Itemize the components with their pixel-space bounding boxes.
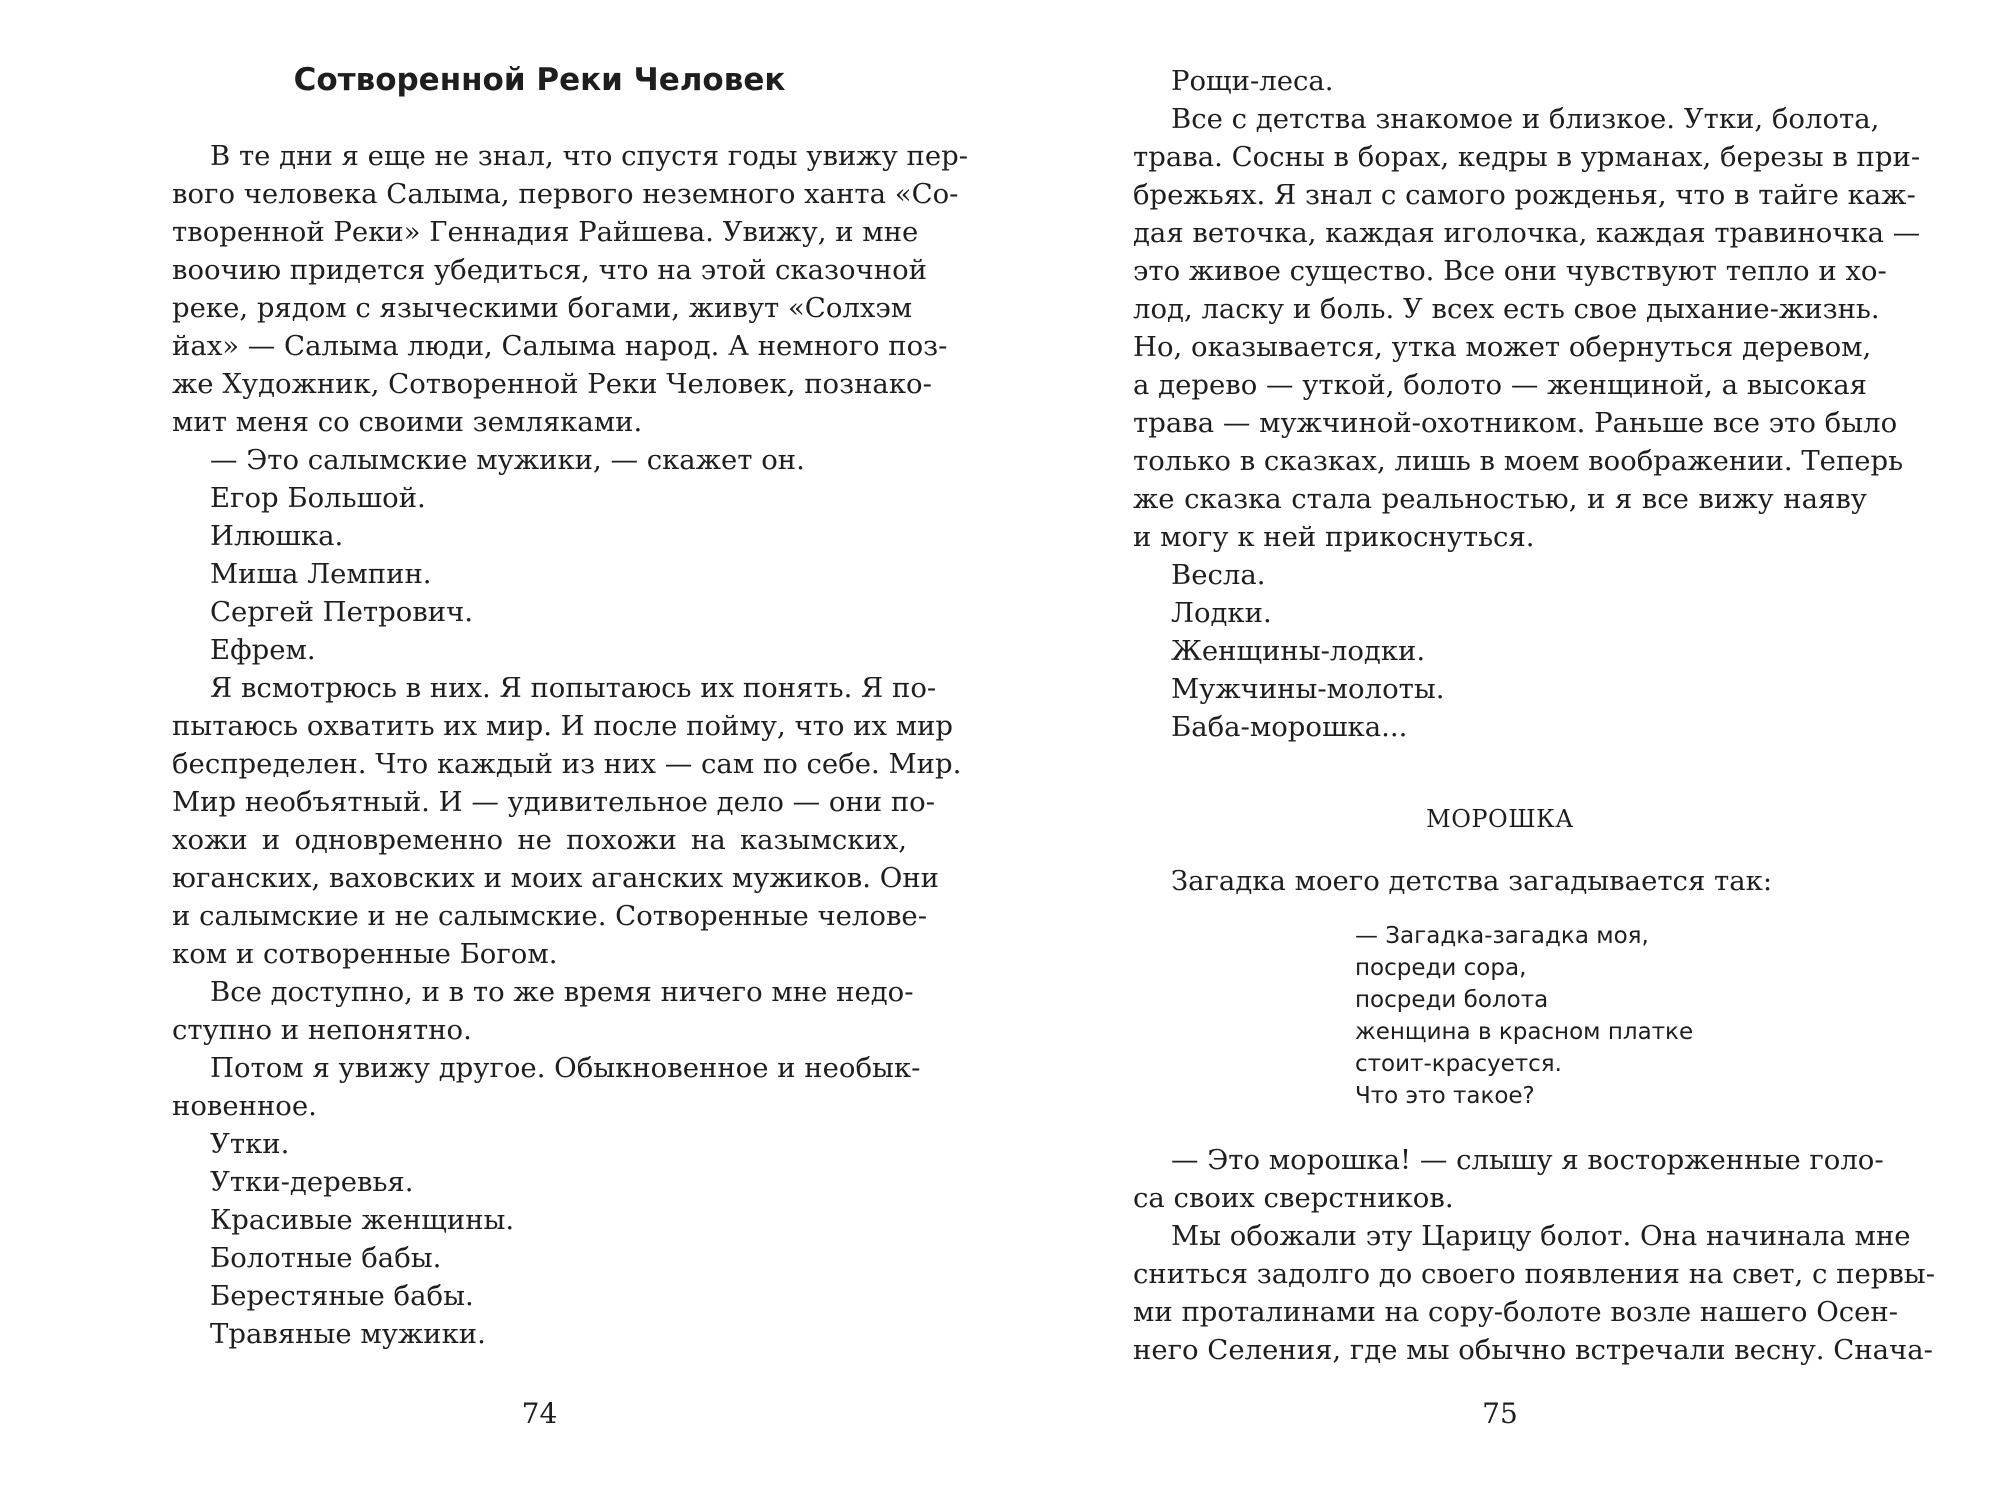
riddle-intro: Загадка моего детства загадывается так: bbox=[1171, 865, 1773, 897]
text-line: йах» — Салыма люди, Салыма народ. А немного поз- bbox=[172, 330, 948, 362]
chapter-title: Сотворенной Реки Человек bbox=[293, 62, 786, 98]
poem-line: стоит-красуется. bbox=[1355, 1051, 1562, 1077]
text-line: а дерево — уткой, болото — женщиной, а высокая bbox=[1133, 369, 1867, 401]
text-line: же сказка стала реальностью, и я все вижу наяву bbox=[1133, 483, 1867, 515]
text-line: Мужчины-молоты. bbox=[1171, 673, 1445, 705]
text-line: В те дни я еще не знал, что спустя годы увижу пер- bbox=[210, 140, 969, 172]
text-line: са своих сверстников. bbox=[1133, 1182, 1454, 1214]
text-line: Егор Большой. bbox=[210, 482, 426, 514]
text-line: Женщины-лодки. bbox=[1171, 635, 1426, 667]
text-line: и могу к ней прикоснуться. bbox=[1133, 521, 1535, 553]
text-line: вого человека Салыма, первого неземного ханта «Со- bbox=[172, 178, 959, 210]
text-line: только в сказках, лишь в моем воображении. Теперь bbox=[1133, 445, 1904, 477]
poem-line: посреди сора, bbox=[1355, 955, 1527, 981]
text-line: лод, ласку и боль. У всех есть свое дыхание-жизнь. bbox=[1133, 293, 1880, 325]
text-line: творенной Реки» Геннадия Райшева. Увижу, и мне bbox=[172, 216, 919, 248]
text-line: Весла. bbox=[1171, 559, 1266, 591]
text-line: Ефрем. bbox=[210, 634, 316, 666]
text-line: трава. Сосны в борах, кедры в урманах, березы в при- bbox=[1133, 141, 1921, 173]
section-heading: МОРОШКА bbox=[1426, 805, 1574, 833]
text-line: Болотные бабы. bbox=[210, 1242, 442, 1274]
text-line: Мир необъятный. И — удивительное дело — они по- bbox=[172, 786, 936, 818]
text-line: Утки-деревья. bbox=[210, 1166, 414, 1198]
text-line: юганских, ваховских и моих аганских мужиков. Они bbox=[172, 862, 939, 894]
text-line: Сергей Петрович. bbox=[210, 596, 474, 628]
left-page bbox=[172, 0, 969, 1503]
text-line: Все с детства знакомое и близкое. Утки, болота, bbox=[1171, 103, 1880, 135]
text-line: Но, оказывается, утка может обернуться деревом, bbox=[1133, 331, 1872, 363]
page-number: 75 bbox=[1482, 1397, 1518, 1430]
text-line: Баба-морошка... bbox=[1171, 711, 1408, 743]
text-line: трава — мужчиной-охотником. Раньше все это было bbox=[1133, 407, 1898, 439]
text-line: Рощи-леса. bbox=[1171, 65, 1334, 97]
text-line: новенное. bbox=[172, 1090, 317, 1122]
text-line: него Селения, где мы обычно встречали весну. Снача- bbox=[1133, 1334, 1933, 1366]
poem-line: Что это такое? bbox=[1355, 1083, 1535, 1109]
poem-line: женщина в красном платке bbox=[1355, 1019, 1694, 1045]
text-line: ком и сотворенные Богом. bbox=[172, 938, 558, 970]
text-line: Берестяные бабы. bbox=[210, 1280, 474, 1312]
text-line: ступно и непонятно. bbox=[172, 1014, 472, 1046]
text-line: же Художник, Сотворенной Реки Человек, познако- bbox=[172, 368, 932, 400]
text-line: мит меня со своими земляками. bbox=[172, 406, 643, 438]
page-number: 74 bbox=[521, 1397, 558, 1430]
text-line: Красивые женщины. bbox=[210, 1204, 515, 1236]
text-line: сниться задолго до своего появления на свет, с первы- bbox=[1133, 1258, 1935, 1290]
text-line: Мы обожали эту Царицу болот. Она начинала мне bbox=[1171, 1220, 1911, 1252]
text-line: — Это морошка! — слышу я восторженные голо- bbox=[1171, 1144, 1884, 1176]
text-line: Лодки. bbox=[1171, 597, 1272, 629]
text-line: воочию придется убедиться, что на этой сказочной bbox=[172, 254, 927, 286]
text-line: пытаюсь охватить их мир. И после пойму, что их мир bbox=[172, 710, 954, 742]
right-page bbox=[1133, 0, 1935, 1503]
text-line: реке, рядом с языческими богами, живут «Солхэм bbox=[172, 292, 913, 324]
text-line: Илюшка. bbox=[210, 520, 344, 552]
text-line: это живое существо. Все они чувствуют тепло и хо- bbox=[1133, 255, 1887, 287]
text-line: — Это салымские мужики, — скажет он. bbox=[210, 444, 805, 476]
text-line: хожи и одновременно не похожи на казымских, bbox=[172, 824, 907, 856]
text-line: Потом я увижу другое. Обыкновенное и необык- bbox=[210, 1052, 921, 1084]
text-line: Миша Лемпин. bbox=[210, 558, 432, 590]
text-line: Я всмотрюсь в них. Я попытаюсь их понять. Я по- bbox=[210, 672, 937, 704]
text-line: беспределен. Что каждый из них — сам по себе. Мир. bbox=[172, 748, 962, 780]
text-line: брежьях. Я знал с самого рожденья, что в тайге каж- bbox=[1133, 179, 1916, 211]
text-line: ми проталинами на сору-болоте возле нашего Осен- bbox=[1133, 1296, 1899, 1328]
text-line: и салымские и не салымские. Сотворенные челове- bbox=[172, 900, 928, 932]
text-line: Все доступно, и в то же время ничего мне недо- bbox=[210, 976, 914, 1008]
text-line: дая веточка, каждая иголочка, каждая травиночка — bbox=[1133, 217, 1921, 249]
text-line: Утки. bbox=[210, 1128, 290, 1160]
poem-line: посреди болота bbox=[1355, 987, 1549, 1013]
poem-line: — Загадка-загадка моя, bbox=[1355, 923, 1649, 949]
text-line: Травяные мужики. bbox=[210, 1318, 486, 1350]
